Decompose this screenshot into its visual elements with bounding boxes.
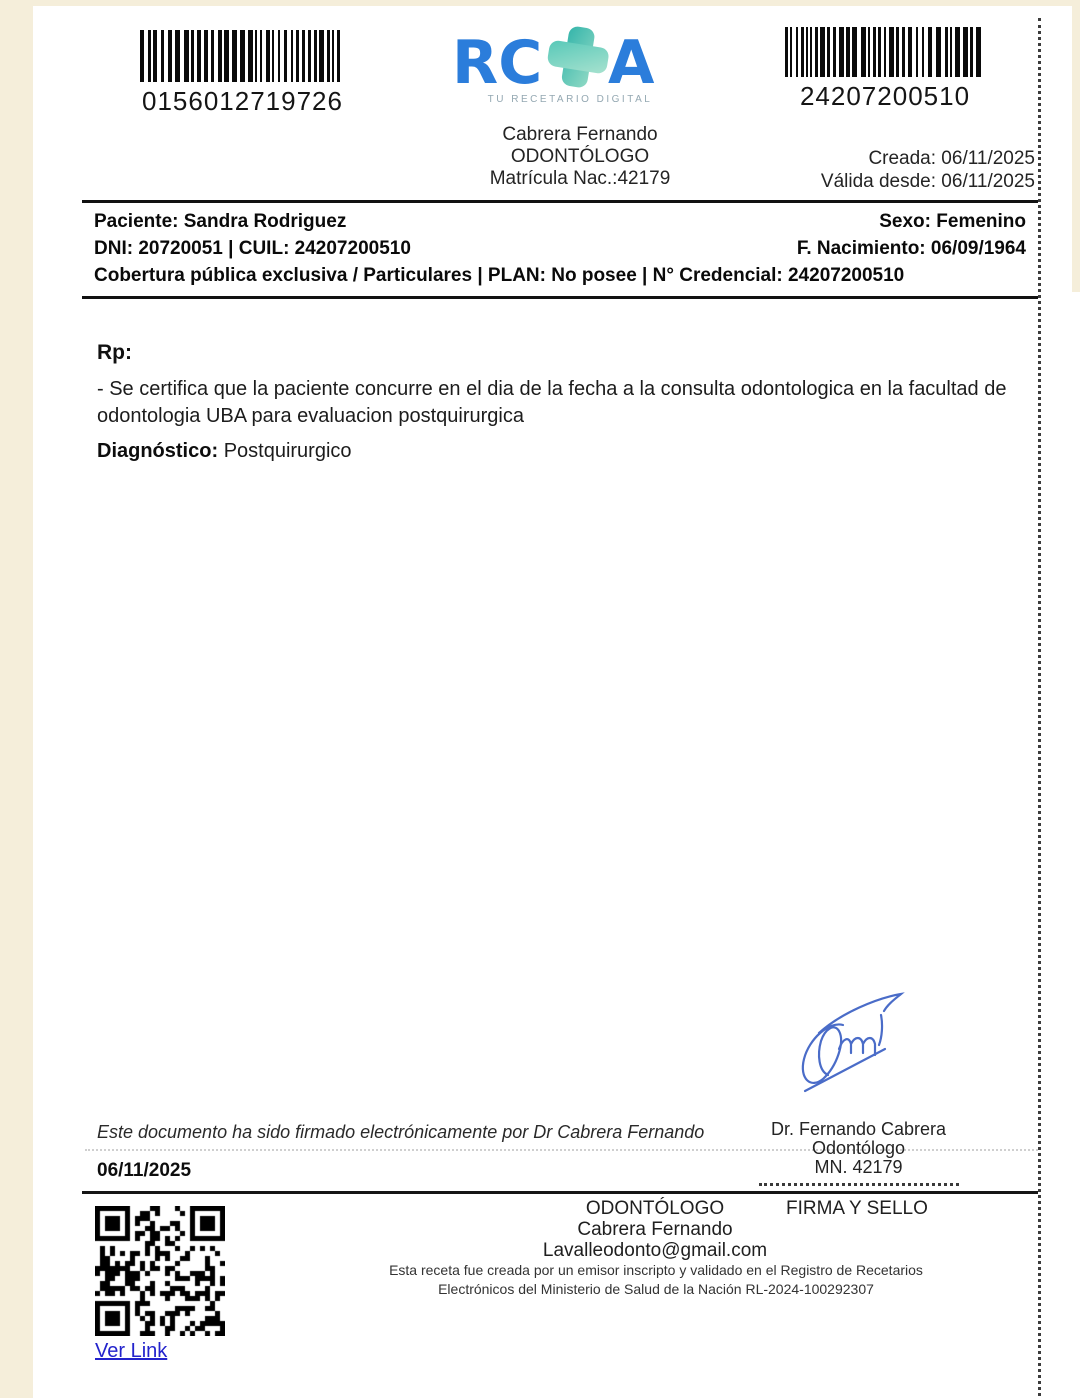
doctor-title: ODONTÓLOGO bbox=[510, 146, 650, 167]
patient-name: Paciente: Sandra Rodriguez bbox=[94, 211, 347, 232]
footer-issuer-block bbox=[530, 1198, 780, 1261]
patient-dni-cuil: DNI: 20720051 | CUIL: 24207200510 bbox=[94, 238, 411, 259]
doctor-sign-block bbox=[756, 1120, 961, 1186]
logo-tagline: TU RECETARIO DIGITAL bbox=[487, 94, 653, 105]
prescription-text: - Se certifica que la paciente concurre en el dia de la fecha a la consulta odontologica en la facultad de odontologia UBA para evaluacion postquirurgica bbox=[97, 378, 1007, 427]
left-barcode-image bbox=[140, 30, 345, 82]
diagnosis-value: Postquirurgico bbox=[223, 440, 352, 462]
footer-divider bbox=[82, 1191, 1038, 1194]
left-barcode-number: 0156012719726 bbox=[142, 86, 343, 116]
signature-image bbox=[785, 985, 925, 1103]
footer-legal-line1: Esta receta fue creada por un emisor inscripto y validado en el Registro de Recetarios bbox=[389, 1262, 923, 1278]
footer-doctor-name: Cabrera Fernando bbox=[577, 1219, 733, 1240]
doctor-license: Matrícula Nac.:42179 bbox=[489, 168, 671, 189]
signed-date: 06/11/2025 bbox=[97, 1160, 192, 1181]
footer-email: Lavalleodonto@gmail.com bbox=[542, 1240, 768, 1261]
logo-text-rc: RC bbox=[452, 28, 543, 98]
diagnosis-line bbox=[97, 440, 352, 463]
right-barcode-image bbox=[785, 27, 985, 77]
handwritten-signature bbox=[785, 985, 925, 1103]
left-barcode bbox=[140, 30, 345, 117]
dates-block bbox=[735, 147, 1035, 193]
signed-statement: Este documento ha sido firmado electrónicamente por Dr Cabrera Fernando bbox=[97, 1122, 705, 1142]
patient-row-2 bbox=[94, 235, 1026, 262]
scan-edge-artifact bbox=[1072, 0, 1080, 292]
sign-doctor-name: Dr. Fernando Cabrera bbox=[770, 1119, 947, 1139]
rcda-logo bbox=[452, 26, 682, 108]
ver-link[interactable]: Ver Link bbox=[95, 1340, 168, 1362]
logo-cross-icon bbox=[544, 26, 613, 91]
signature-dotted-line bbox=[759, 1180, 959, 1186]
footer-profession: ODONTÓLOGO bbox=[585, 1198, 725, 1219]
right-perforation-dotted-line bbox=[1038, 18, 1041, 1396]
patient-birthdate: F. Nacimiento: 06/09/1964 bbox=[796, 238, 1026, 259]
doctor-header-block bbox=[420, 124, 740, 190]
doctor-name: Cabrera Fernando bbox=[502, 124, 658, 145]
diagnosis-label: Diagnóstico: bbox=[97, 440, 219, 462]
valid-from-date: Válida desde: 06/11/2025 bbox=[820, 171, 1035, 192]
patient-row-1 bbox=[94, 208, 1026, 235]
right-barcode-number: 24207200510 bbox=[799, 81, 971, 111]
qr-code-image bbox=[95, 1206, 225, 1336]
patient-info-band bbox=[82, 200, 1038, 299]
sign-doctor-title: Odontólogo bbox=[811, 1138, 906, 1158]
sign-doctor-mn: MN. 42179 bbox=[814, 1157, 903, 1177]
patient-coverage: Cobertura pública exclusiva / Particulares | PLAN: No posee | N° Credencial: 24207200510 bbox=[94, 265, 905, 286]
logo-text-a: A bbox=[608, 28, 655, 98]
patient-row-3 bbox=[94, 262, 1026, 289]
firma-y-sello-label: FIRMA Y SELLO bbox=[786, 1198, 928, 1219]
rp-label: Rp: bbox=[97, 341, 132, 364]
footer-legal-line2: Electrónicos del Ministerio de Salud de la Nación RL-2024-100292307 bbox=[438, 1281, 874, 1297]
patient-sex: Sexo: Femenino bbox=[879, 211, 1026, 232]
right-barcode bbox=[785, 27, 985, 112]
rcda-logo-image bbox=[452, 26, 682, 108]
created-date: Creada: 06/11/2025 bbox=[868, 148, 1035, 169]
footer-legal-text bbox=[350, 1261, 962, 1299]
